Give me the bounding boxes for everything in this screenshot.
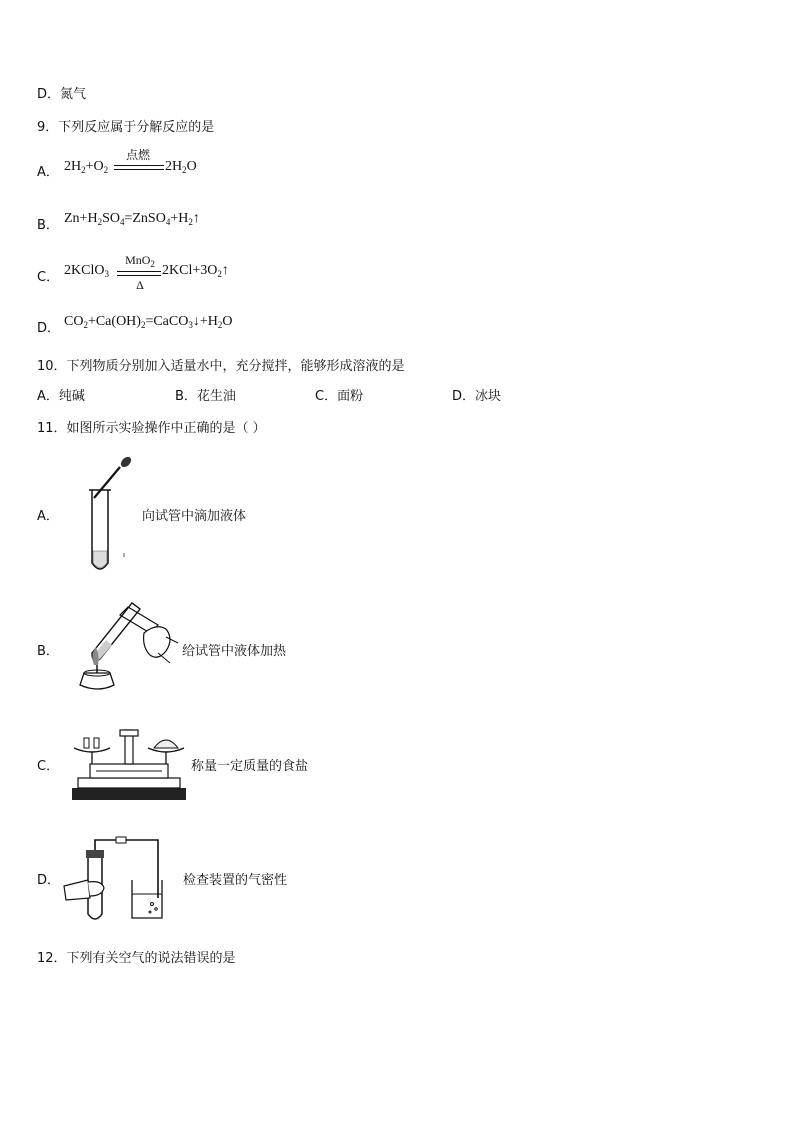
q9-option-c-heat: Δ — [136, 278, 144, 292]
q8-option-d: D．氮气 — [37, 87, 87, 102]
q9-option-a-equation: $2H_2+O_2$ — [64, 159, 109, 175]
q10-option-d: D．冰块 — [452, 389, 502, 404]
q10-stem: 10．下列物质分别加入适量水中，充分搅拌，能够形成溶液的是 — [37, 359, 405, 374]
q9-option-a-label: A． — [37, 165, 59, 180]
q11-option-c-label: C． — [37, 759, 60, 774]
q9-option-d-equation: $CO_2+Ca(OH)_2=CaCO_3↓+H_2O$ — [64, 314, 233, 330]
q10-option-b: B．花生油 — [175, 389, 236, 404]
q11-option-a-label: A． — [37, 509, 59, 524]
q10-option-a: A．纯碱 — [37, 389, 85, 404]
q11-stem: 11．如图所示实验操作中正确的是（ ） — [37, 421, 266, 436]
dropper-test-tube-illustration — [80, 455, 140, 577]
q9-option-c-product: $2KCl+3O_2↑$ — [162, 263, 229, 279]
q9-option-c-catalyst: MnO$_2$ — [125, 253, 155, 269]
q9-stem: 9．下列反应属于分解反应的是 — [37, 120, 215, 135]
q10-option-c: C．面粉 — [315, 389, 364, 404]
q9-option-c-label: C． — [37, 270, 60, 285]
q11-option-a-caption: 向试管中滴加液体 — [142, 509, 247, 524]
q12-stem: 12．下列有关空气的说法错误的是 — [37, 951, 236, 966]
q9-option-c-reactant: 2KClO$_3$ — [64, 263, 109, 279]
q9-option-a-product: $2H_2O$ — [165, 159, 197, 175]
q11-option-b-label: B． — [37, 644, 59, 659]
q11-option-d-label: D． — [37, 873, 61, 888]
q9-option-a-arrow — [114, 165, 164, 170]
q9-option-b-equation: $Zn+H_2SO_4=ZnSO_4+H_2↑$ — [64, 211, 200, 227]
q9-option-d-label: D． — [37, 321, 61, 336]
airtightness-check-illustration — [62, 836, 172, 924]
q11-option-d-caption: 检查装置的气密性 — [183, 873, 288, 888]
q9-option-b-label: B． — [37, 218, 59, 233]
q9-option-a-condition: 点燃 — [125, 148, 150, 162]
q9-option-c-arrow — [117, 271, 161, 276]
q11-option-c-caption: 称量一定质量的食盐 — [191, 759, 309, 774]
heating-test-tube-illustration — [70, 595, 182, 695]
balance-scale-illustration — [70, 726, 188, 804]
q11-option-b-caption: 给试管中液体加热 — [182, 644, 287, 659]
